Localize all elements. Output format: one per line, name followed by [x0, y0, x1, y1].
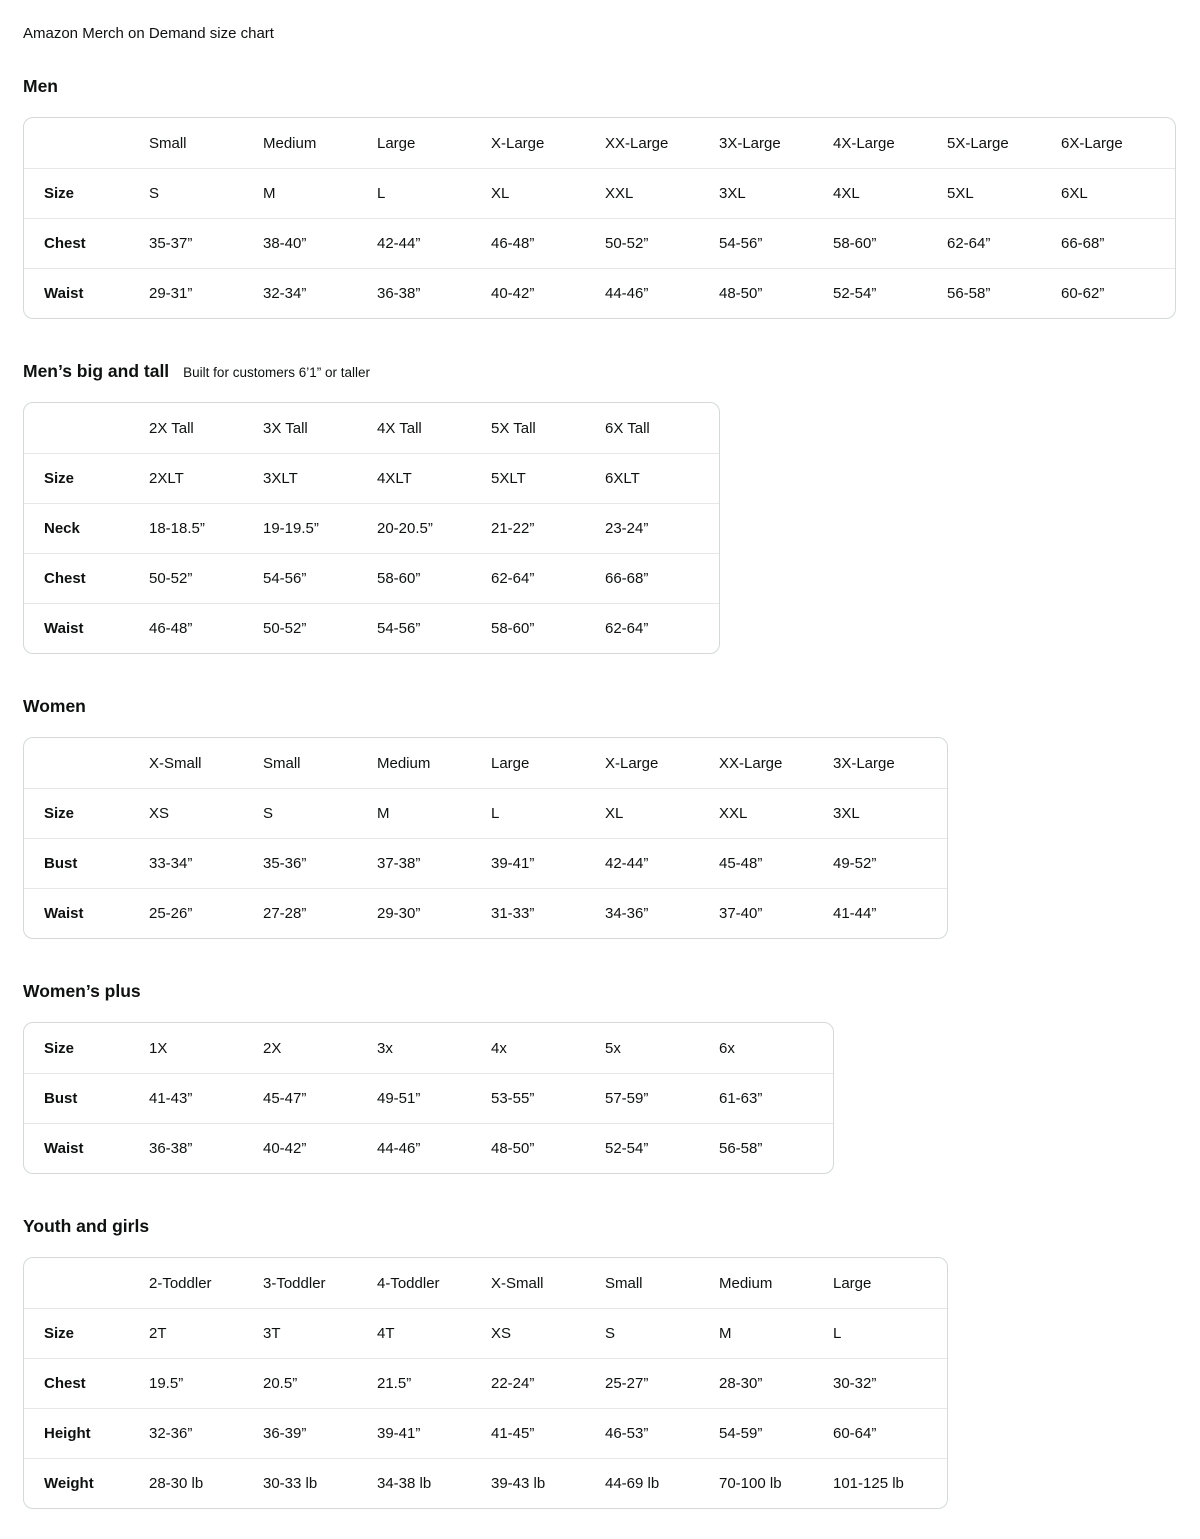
- cell: 40-42”: [263, 1123, 377, 1173]
- corner-cell: [24, 1258, 149, 1308]
- column-header: 3-Toddler: [263, 1274, 326, 1292]
- cell: 38-40”: [263, 218, 377, 268]
- row-label: Size: [24, 453, 149, 503]
- cell: XXL: [605, 168, 719, 218]
- cell: 54-56”: [719, 218, 833, 268]
- table-row: [24, 1408, 947, 1458]
- cell: M: [263, 168, 377, 218]
- cell: 32-36”: [149, 1408, 263, 1458]
- cell: 35-37”: [149, 218, 263, 268]
- cell: 56-58”: [947, 268, 1061, 318]
- cell: 4T: [377, 1308, 491, 1358]
- cell: 21-22”: [491, 503, 605, 553]
- cell: 28-30”: [719, 1358, 833, 1408]
- cell: 35-36”: [263, 838, 377, 888]
- cell: 4x: [491, 1039, 507, 1057]
- cell: S: [605, 1308, 719, 1358]
- cell: 70-100 lb: [719, 1458, 833, 1508]
- cell: 66-68”: [1061, 218, 1175, 268]
- cell: 66-68”: [605, 553, 719, 603]
- cell: 29-31”: [149, 268, 263, 318]
- cell: 3XL: [833, 788, 947, 838]
- cell: 23-24”: [605, 503, 719, 553]
- column-header: X-Large: [491, 134, 545, 152]
- column-header: 6X-Large: [1061, 134, 1123, 152]
- table-row: [24, 788, 947, 838]
- row-label: Size: [44, 1039, 75, 1057]
- cell: 36-38”: [377, 268, 491, 318]
- page-title: Amazon Merch on Demand size chart: [23, 25, 274, 42]
- cell: 101-125 lb: [833, 1458, 947, 1508]
- row-label: Size: [24, 788, 149, 838]
- cell: 2T: [149, 1308, 263, 1358]
- column-header: XX-Large: [719, 754, 783, 772]
- column-header: XX-Large: [605, 134, 669, 152]
- cell: 4XLT: [377, 453, 491, 503]
- cell: 48-50”: [491, 1123, 605, 1173]
- cell: L: [491, 788, 605, 838]
- cell: 46-48”: [491, 218, 605, 268]
- column-header: Large: [833, 1274, 872, 1292]
- table-row: [24, 168, 1175, 218]
- row-label: Waist: [24, 268, 149, 318]
- corner-cell: [24, 118, 149, 168]
- column-header-row: [24, 1258, 947, 1308]
- cell: 60-64”: [833, 1408, 947, 1458]
- table-row: [24, 1023, 833, 1073]
- cell: XS: [149, 788, 263, 838]
- column-header: 3X Tall: [263, 419, 308, 437]
- column-header: Medium: [263, 134, 317, 152]
- column-header: Small: [605, 1274, 643, 1292]
- cell: 2X: [263, 1039, 282, 1057]
- cell: 40-42”: [491, 268, 605, 318]
- column-header: 3X-Large: [833, 754, 895, 772]
- cell: L: [377, 168, 491, 218]
- cell: XXL: [719, 788, 833, 838]
- cell: 44-69 lb: [605, 1458, 719, 1508]
- section-title: Men: [23, 76, 58, 96]
- column-header: 4-Toddler: [377, 1274, 440, 1292]
- cell: 39-41”: [377, 1408, 491, 1458]
- cell: 3T: [263, 1308, 377, 1358]
- cell: 18-18.5”: [149, 503, 263, 553]
- cell: 37-38”: [377, 838, 491, 888]
- section-heading-mens-big-and-tall: [23, 360, 1177, 382]
- cell: 32-34”: [263, 268, 377, 318]
- cell: 20-20.5”: [377, 503, 491, 553]
- cell: 46-48”: [149, 603, 263, 653]
- size-table-men: [23, 117, 1176, 319]
- cell: 54-59”: [719, 1408, 833, 1458]
- section-title: Youth and girls: [23, 1216, 150, 1236]
- cell: 19.5”: [149, 1358, 263, 1408]
- cell: 60-62”: [1061, 268, 1175, 318]
- cell: 25-26”: [149, 888, 263, 938]
- cell: 6XLT: [605, 453, 719, 503]
- column-header: 3X-Large: [719, 134, 781, 152]
- table-row: [24, 603, 719, 653]
- cell: 50-52”: [605, 218, 719, 268]
- section-title: Women’s plus: [23, 981, 141, 1001]
- row-label: Waist: [24, 603, 149, 653]
- section-subtitle: Built for customers 6’1” or taller: [183, 365, 370, 380]
- row-label: Height: [24, 1408, 149, 1458]
- cell: 5XLT: [491, 453, 605, 503]
- cell: 52-54”: [833, 268, 947, 318]
- column-header-row: [24, 738, 947, 788]
- column-header: 2-Toddler: [149, 1274, 212, 1292]
- table-row: [24, 1458, 947, 1508]
- section-heading-womens-plus: [23, 980, 1177, 1002]
- table-row: [24, 838, 947, 888]
- cell: 36-39”: [263, 1408, 377, 1458]
- cell: 45-48”: [719, 838, 833, 888]
- row-label: Size: [24, 168, 149, 218]
- cell: 30-32”: [833, 1358, 947, 1408]
- row-label: Chest: [24, 553, 149, 603]
- column-header-row: [24, 403, 719, 453]
- column-header: Small: [149, 134, 187, 152]
- cell: 28-30 lb: [149, 1458, 263, 1508]
- cell: 58-60”: [491, 603, 605, 653]
- cell: 41-45”: [491, 1408, 605, 1458]
- cell: L: [833, 1308, 947, 1358]
- size-table-womens-plus: [23, 1022, 834, 1174]
- cell: 19-19.5”: [263, 503, 377, 553]
- cell: 21.5”: [377, 1358, 491, 1408]
- cell: 20.5”: [263, 1358, 377, 1408]
- row-label: Waist: [24, 1123, 149, 1173]
- row-label: Chest: [24, 218, 149, 268]
- table-row: [24, 1073, 833, 1123]
- row-label: Bust: [24, 838, 149, 888]
- cell: 3x: [377, 1039, 393, 1057]
- corner-cell: [24, 403, 149, 453]
- cell: 30-33 lb: [263, 1458, 377, 1508]
- column-header: Large: [491, 754, 530, 772]
- cell: 5XL: [947, 168, 1061, 218]
- table-row: [24, 503, 719, 553]
- section-heading-women: [23, 695, 1177, 717]
- cell: 33-34”: [149, 838, 263, 888]
- table-row: [24, 1358, 947, 1408]
- cell: 54-56”: [263, 553, 377, 603]
- cell: S: [149, 168, 263, 218]
- cell: S: [263, 788, 377, 838]
- cell: 41-44”: [833, 888, 947, 938]
- cell: 3XL: [719, 168, 833, 218]
- section-title: Women: [23, 696, 86, 716]
- cell: 62-64”: [605, 603, 719, 653]
- column-header: X-Small: [149, 754, 202, 772]
- column-header: 2X Tall: [149, 419, 194, 437]
- row-label: Weight: [24, 1458, 149, 1508]
- cell: 45-47”: [263, 1073, 377, 1123]
- cell: 44-46”: [377, 1123, 491, 1173]
- cell: 6XL: [1061, 168, 1175, 218]
- column-header: Small: [263, 754, 301, 772]
- cell: 4XL: [833, 168, 947, 218]
- cell: 37-40”: [719, 888, 833, 938]
- cell: 52-54”: [605, 1123, 719, 1173]
- cell: 6x: [719, 1039, 735, 1057]
- cell: 42-44”: [377, 218, 491, 268]
- cell: 61-63”: [719, 1073, 833, 1123]
- row-label: Neck: [24, 503, 149, 553]
- cell: 53-55”: [491, 1073, 605, 1123]
- cell: 49-51”: [377, 1073, 491, 1123]
- cell: 39-43 lb: [491, 1458, 605, 1508]
- size-table-women: [23, 737, 948, 939]
- cell: M: [719, 1308, 833, 1358]
- cell: 22-24”: [491, 1358, 605, 1408]
- cell: 57-59”: [605, 1073, 719, 1123]
- cell: 31-33”: [491, 888, 605, 938]
- cell: XL: [605, 788, 719, 838]
- cell: 44-46”: [605, 268, 719, 318]
- cell: 29-30”: [377, 888, 491, 938]
- cell: 27-28”: [263, 888, 377, 938]
- cell: M: [377, 788, 491, 838]
- cell: XS: [491, 1308, 605, 1358]
- row-label: Waist: [24, 888, 149, 938]
- cell: 34-38 lb: [377, 1458, 491, 1508]
- cell: 62-64”: [947, 218, 1061, 268]
- cell: 54-56”: [377, 603, 491, 653]
- cell: 46-53”: [605, 1408, 719, 1458]
- cell: 25-27”: [605, 1358, 719, 1408]
- table-row: [24, 1308, 947, 1358]
- column-header: 4X Tall: [377, 419, 422, 437]
- table-row: [24, 553, 719, 603]
- section-heading-youth-and-girls: [23, 1215, 1177, 1237]
- row-label: Bust: [24, 1073, 149, 1123]
- cell: 58-60”: [377, 553, 491, 603]
- column-header: 4X-Large: [833, 134, 895, 152]
- table-row: [24, 888, 947, 938]
- section-heading-men: [23, 75, 1177, 97]
- column-header: Large: [377, 134, 416, 152]
- cell: 34-36”: [605, 888, 719, 938]
- cell: 2XLT: [149, 453, 263, 503]
- size-table-youth-and-girls: [23, 1257, 948, 1509]
- table-row: [24, 268, 1175, 318]
- cell: 41-43”: [149, 1073, 263, 1123]
- cell: 42-44”: [605, 838, 719, 888]
- table-row: [24, 218, 1175, 268]
- cell: 39-41”: [491, 838, 605, 888]
- cell: 62-64”: [491, 553, 605, 603]
- column-header: X-Small: [491, 1274, 544, 1292]
- cell: 5x: [605, 1039, 621, 1057]
- column-header: 5X-Large: [947, 134, 1009, 152]
- column-header-row: [24, 118, 1175, 168]
- row-label: Chest: [24, 1358, 149, 1408]
- column-header: X-Large: [605, 754, 659, 772]
- column-header: 5X Tall: [491, 419, 536, 437]
- column-header: Medium: [377, 754, 431, 772]
- cell: 50-52”: [149, 553, 263, 603]
- cell: 50-52”: [263, 603, 377, 653]
- column-header: 6X Tall: [605, 419, 650, 437]
- cell: XL: [491, 168, 605, 218]
- cell: 56-58”: [719, 1123, 833, 1173]
- table-row: [24, 1123, 833, 1173]
- row-label: Size: [24, 1308, 149, 1358]
- cell: 58-60”: [833, 218, 947, 268]
- cell: 3XLT: [263, 453, 377, 503]
- section-title: Men’s big and tall: [23, 361, 170, 381]
- cell: 48-50”: [719, 268, 833, 318]
- size-chart-sections: [23, 75, 1177, 1509]
- cell: 1X: [149, 1039, 168, 1057]
- corner-cell: [24, 738, 149, 788]
- cell: 36-38”: [149, 1123, 263, 1173]
- size-table-mens-big-and-tall: [23, 402, 720, 654]
- column-header: Medium: [719, 1274, 773, 1292]
- cell: 49-52”: [833, 838, 947, 888]
- table-row: [24, 453, 719, 503]
